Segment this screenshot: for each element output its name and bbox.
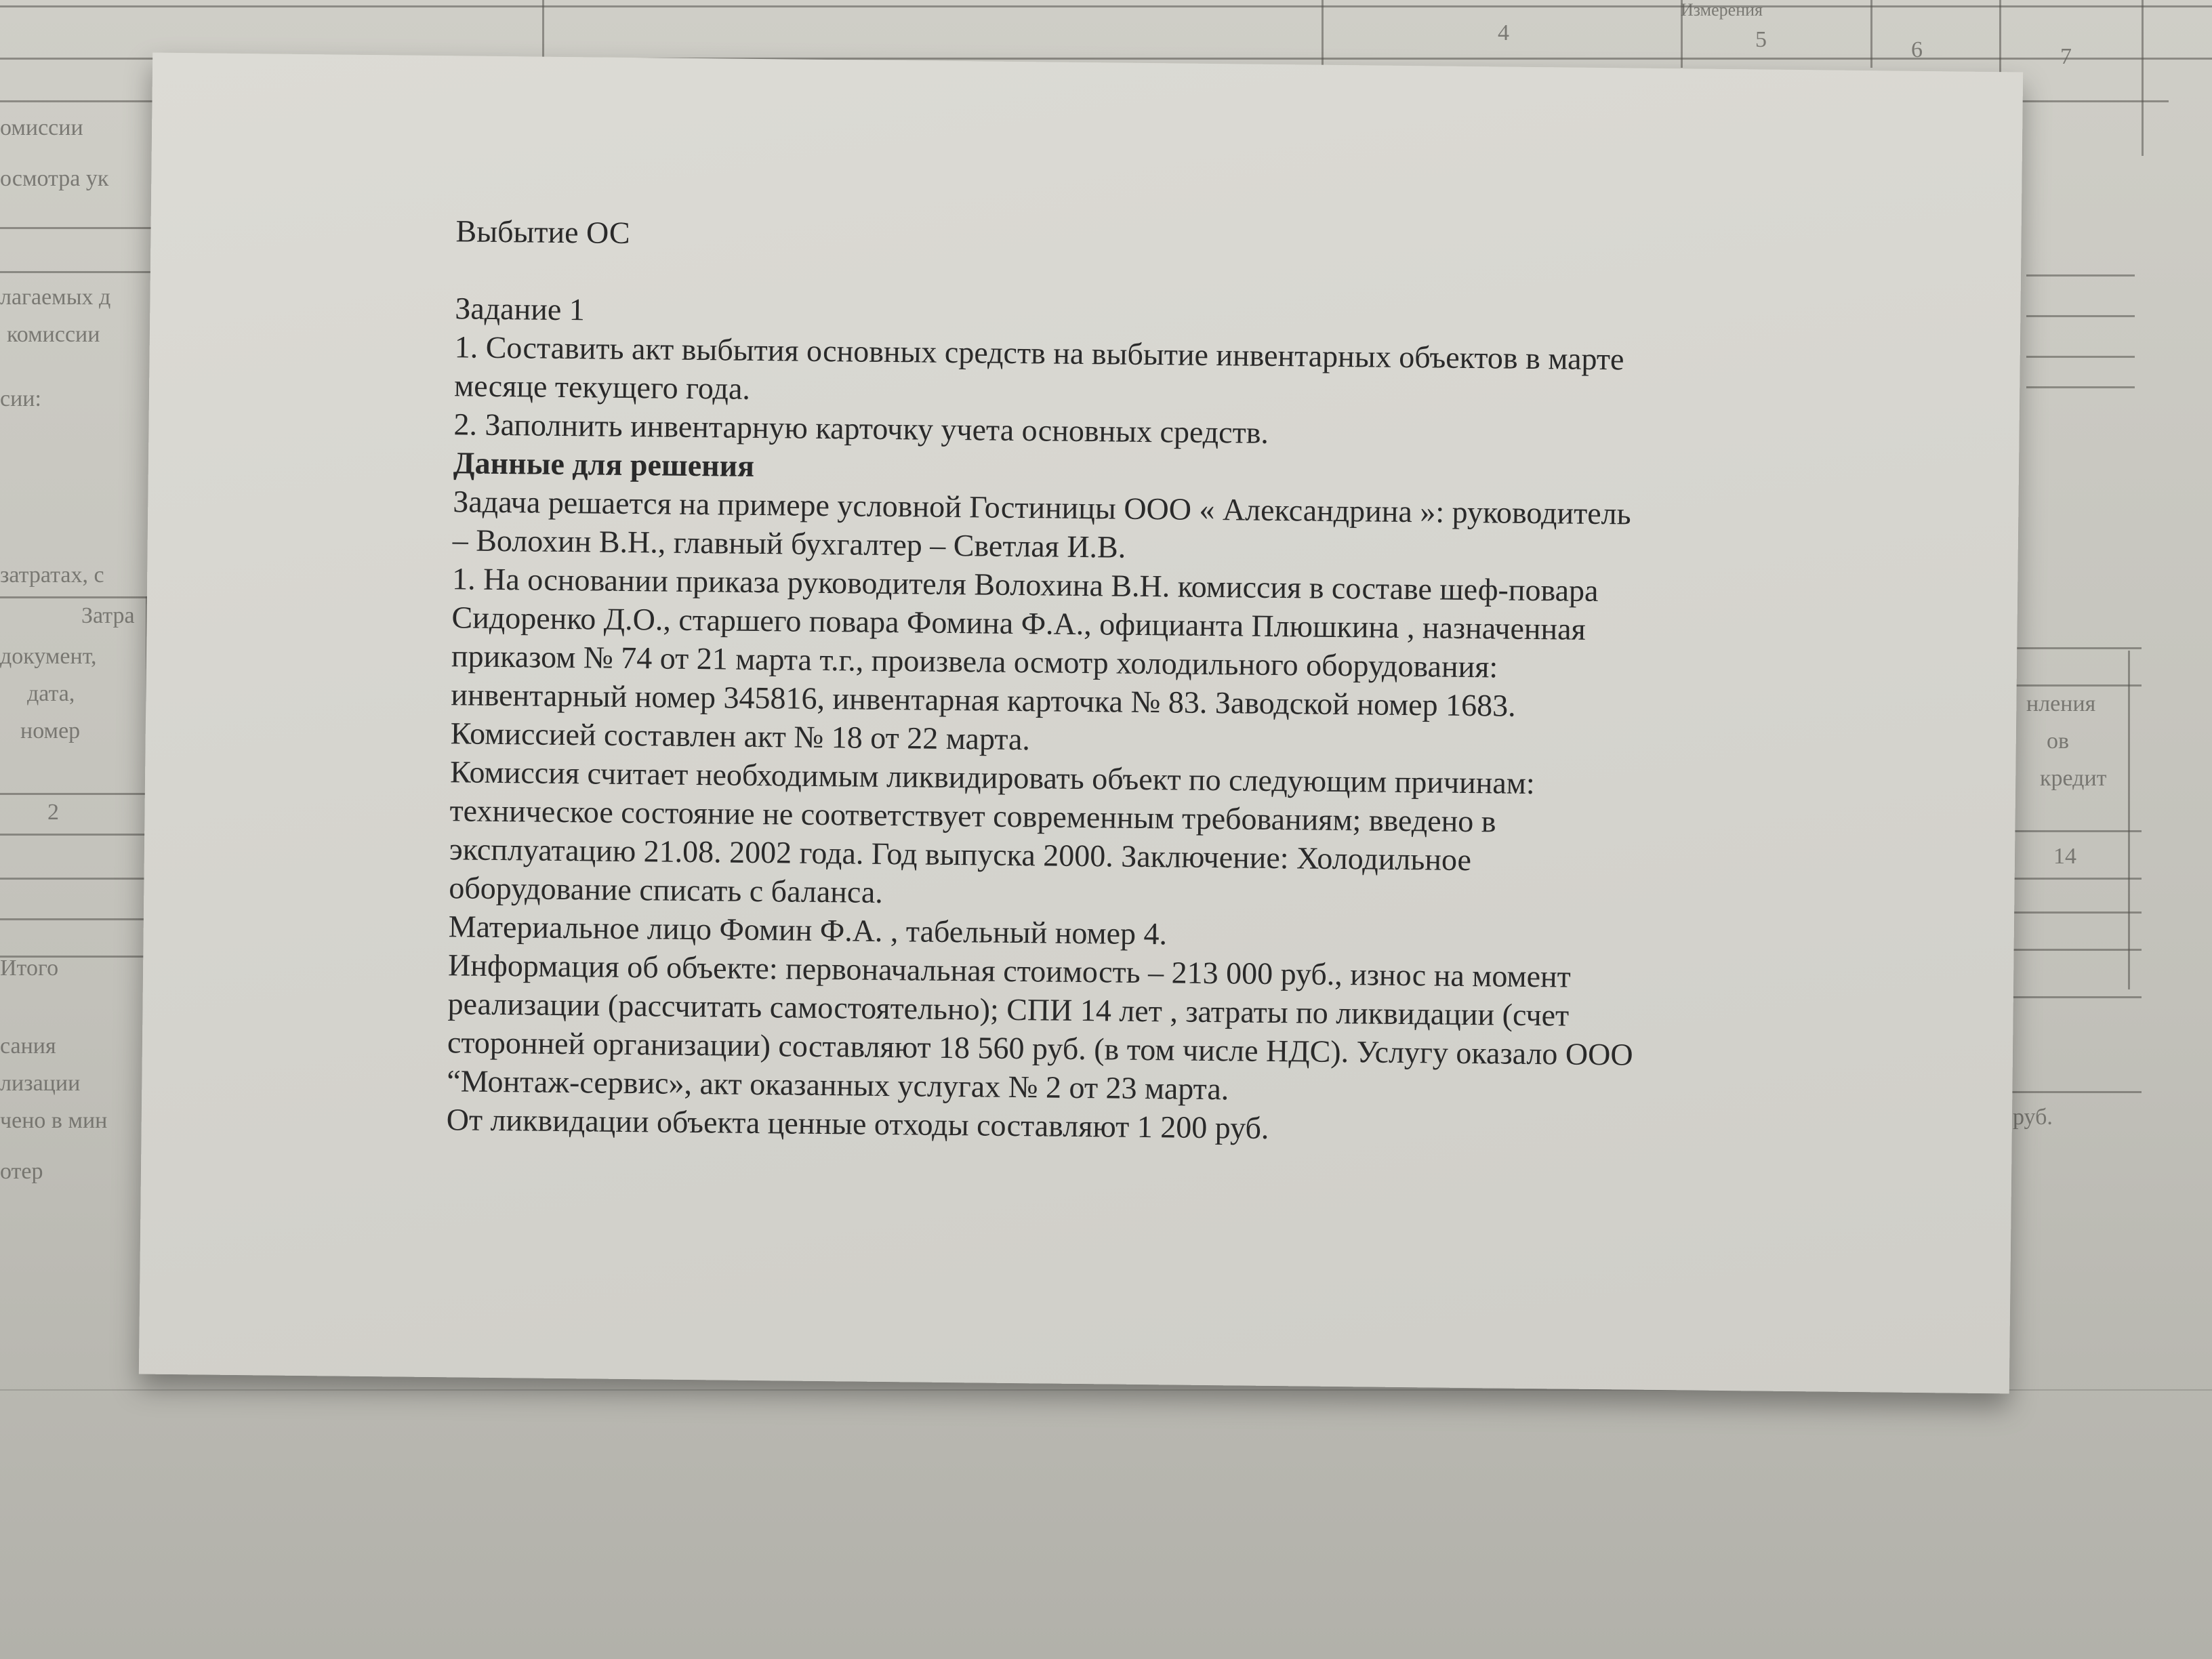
form-rule [0,227,156,229]
body-line: Материальное лицо Фомин Ф.А. , табельный номер 4. [448,909,1168,951]
body-line: оборудование списать с баланса. [449,870,884,909]
form-rule [2006,684,2142,687]
form-rule [2026,386,2135,388]
form-rule [2142,0,2144,156]
form-rule [2026,315,2135,317]
form-rule [2006,1091,2142,1093]
form-rule [2006,830,2142,832]
form-label: лизации [0,1071,81,1096]
form-label: лагаемых д [0,285,111,310]
form-label: нления [2026,691,2096,716]
form-label: сания [0,1033,56,1059]
task-line: 1. Составить акт выбытия основных средств на выбытие инвентарных объектов в марте [454,329,1624,377]
task-heading: Задание 1 [455,291,586,327]
form-label: комиссии [7,322,100,347]
form-rule [0,793,156,795]
form-label: сии: [0,386,41,411]
form-rule [2006,996,2142,998]
body-line: Информация об объекте: первоначальная стоимость – 213 000 руб., износ на момент [447,947,1572,994]
form-rule [2006,878,2142,880]
body-line: – Волохин В.Н., главный бухгалтер – Светлая И.В. [452,523,1126,565]
form-rule [2006,912,2142,914]
form-label: ов [2047,729,2070,754]
body-line: От ликвидации объекта ценные отходы составляют 1 200 руб. [446,1102,1269,1145]
form-rule [2026,274,2135,276]
form-rule [0,271,156,273]
form-column-number: 6 [1911,37,1923,62]
body-line: инвентарный номер 345816, инвентарная карточка № 83. Заводской номер 1683. [451,677,1516,723]
form-column-number: 4 [1498,20,1509,45]
body-line: Комиссией составлен акт № 18 от 22 марта. [450,716,1031,757]
form-label: затратах, с [0,562,104,588]
form-label: Затра [81,603,135,628]
form-rule [2006,949,2142,951]
form-label: номер [20,718,81,743]
body-line: “Монтаж-сервис», акт оказанных услугах № 2 от 23 марта. [447,1063,1229,1107]
form-label: 14 [2053,844,2076,869]
form-rule [1322,0,1324,68]
form-label: документ, [0,644,97,669]
form-label: омиссии [0,115,83,140]
form-label: 2 [47,800,59,825]
body-line: Комиссия считает необходимым ликвидировать объект по следующим причинам: [449,754,1535,801]
form-label: кредит [2040,766,2107,791]
form-rule [2128,651,2130,989]
body-line: Задача решается на примере условной Гостиницы ООО « Александрина »: руководитель [453,484,1631,531]
body-line: сторонней организации) составляют 18 560 руб. (в том числе НДС). Услугу оказало ООО [447,1025,1633,1072]
form-column-number: 7 [2060,44,2072,69]
form-label: Итого [0,956,59,981]
form-label: дата, [27,681,75,706]
body-line: эксплуатацию 21.08. 2002 года. Год выпуска 2000. Заключение: Холодильное [449,832,1472,878]
form-rule [2006,647,2142,649]
task-line: месяце текущего года. [453,368,751,406]
body-line: приказом № 74 от 21 марта т.г., произвела осмотр холодильного оборудования: [451,638,1498,684]
body-line: реализации (рассчитать самостоятельно); СПИ 14 лет , затраты по ликвидации (счет [447,986,1570,1033]
form-rule [1870,0,1872,68]
form-rule [0,5,2212,7]
form-label: отер [0,1159,43,1184]
body-line: техническое состояние не соответствует современным требованиям; введено в [449,793,1496,839]
form-label: чено в мин [0,1108,108,1133]
data-heading: Данные для решения [453,445,755,483]
assignment-text [447,211,2015,1155]
form-rule [0,918,156,920]
assignment-sheet [139,53,2023,1394]
body-line: 1. На основании приказа руководителя Волохина В.Н. комиссия в составе шеф-повара [451,561,1599,608]
form-rule [2026,356,2135,358]
form-header: Измерения [1681,0,1763,20]
form-rule [0,878,156,880]
form-rule [0,596,156,598]
form-label: осмотра ук [0,166,109,191]
body-line: Сидоренко Д.О., старшего повара Фомина Ф.А., официанта Плюшкина , назначенная [451,600,1586,647]
form-rule [0,834,156,836]
task-line: 2. Заполнить инвентарную карточку учета основных средств. [453,407,1269,450]
form-label: руб. [2013,1105,2053,1130]
document-title: Выбытие ОС [455,213,630,250]
form-column-number: 5 [1755,27,1767,52]
